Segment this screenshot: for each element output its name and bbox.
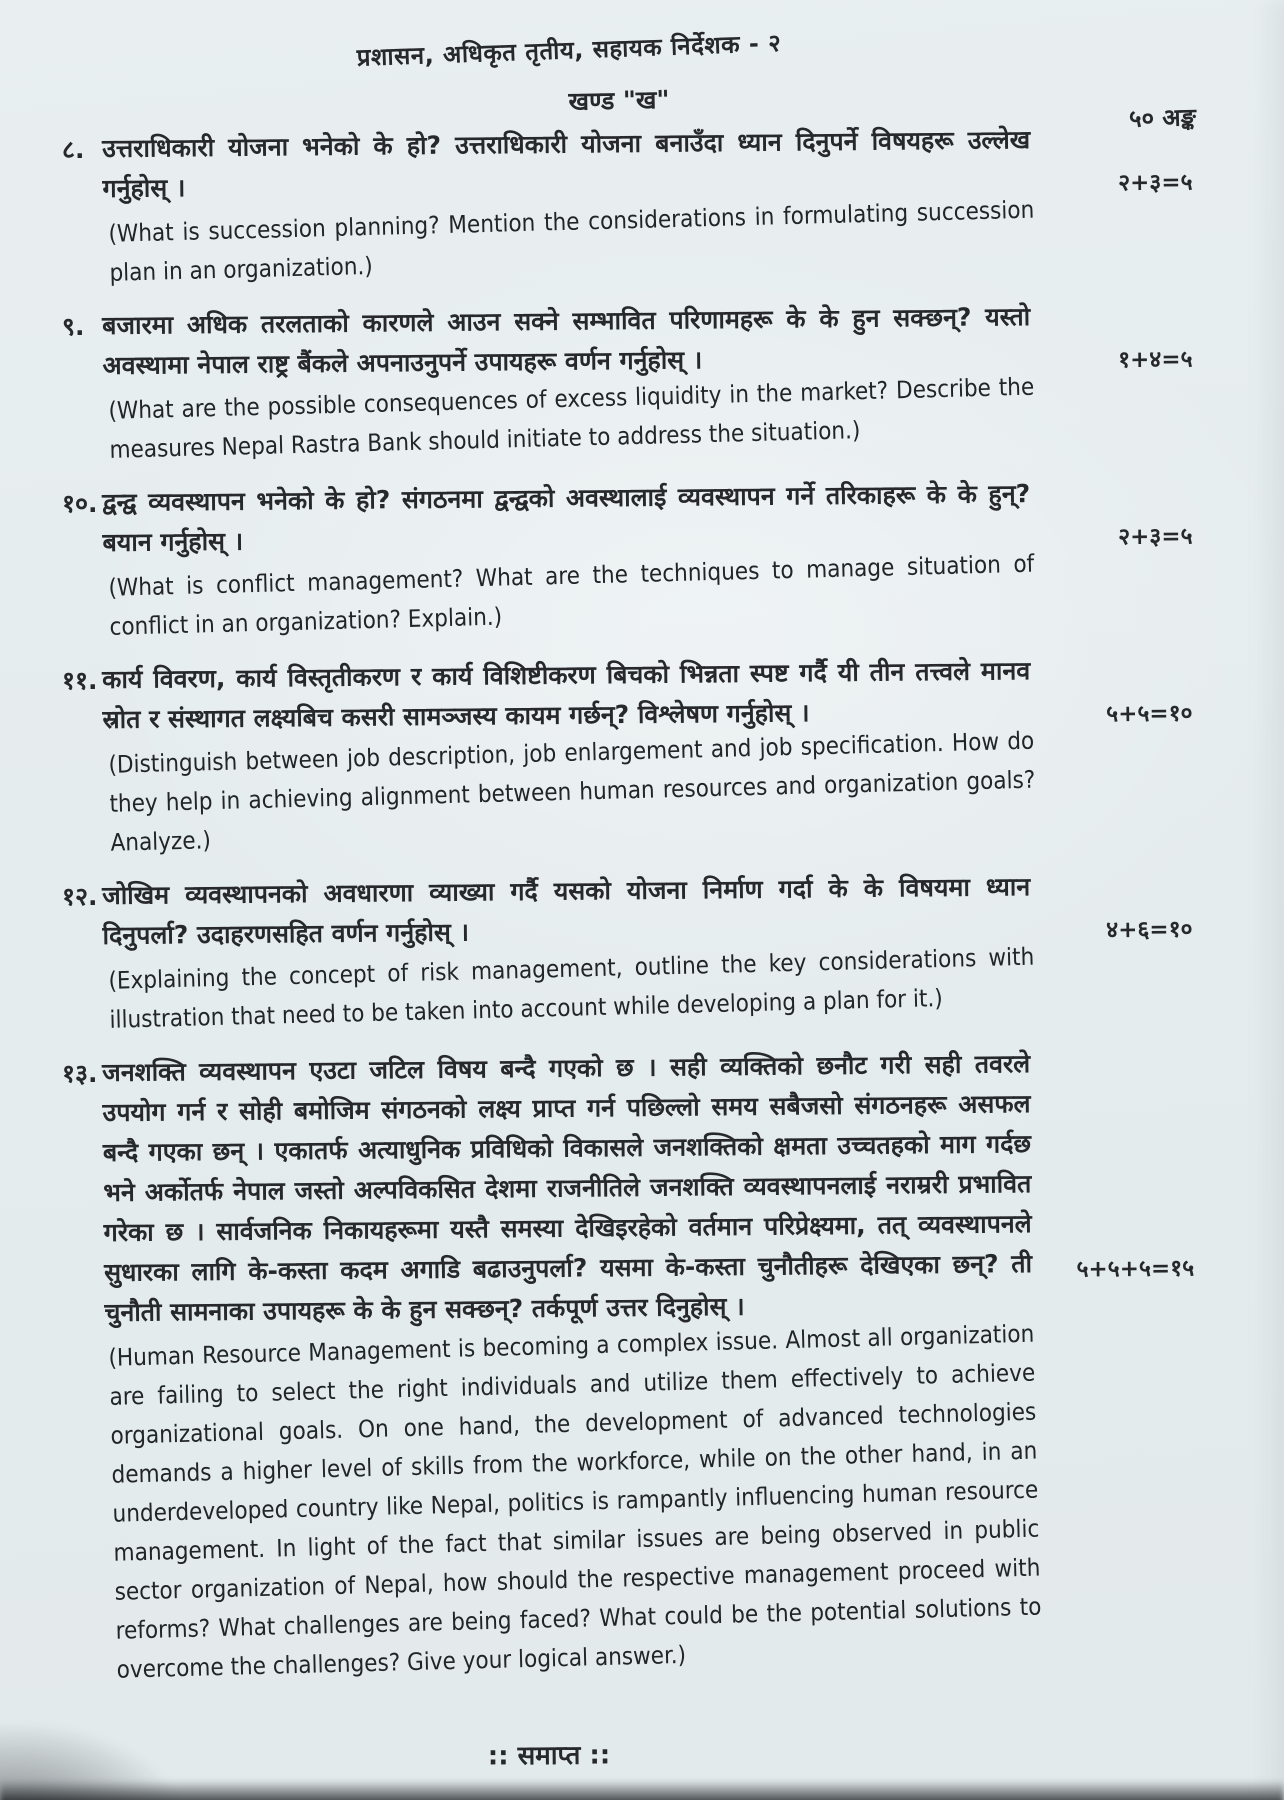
question-marks: ५+५+५=१५ xyxy=(1076,1255,1195,1283)
question-8 xyxy=(62,125,1193,293)
question-nepali-text: जोखिम व्यवस्थापनको अवधारणा व्याख्या गर्दै यसको योजना निर्माण गर्दा के के विषयमा ध्यान दिनुपर्ला? उदाहरणसहित वर्णन गर्नुहोस् । xyxy=(102,872,1031,950)
question-9 xyxy=(62,302,1193,470)
question-10 xyxy=(62,479,1193,647)
question-number: ९. xyxy=(62,312,85,341)
question-marks: ५+५=१० xyxy=(1106,700,1193,728)
question-marks: १+४=५ xyxy=(1118,346,1193,374)
question-marks: २+३=५ xyxy=(1118,169,1193,197)
photo-edge-bottom xyxy=(0,1780,1284,1800)
question-text-english: (Distinguish between job description, job enlargement and job specification. How do they help in achieving alignment between human resources and organization goals? Analyze.) xyxy=(108,726,1036,857)
question-nepali-text: जनशक्ति व्यवस्थापन एउटा जटिल विषय बन्दै गएको छ । सही व्यक्तिको छनौट गरी सही तवरले उपयोग गर्न र सोही बमोजिम संगठनको लक्ष्य प्राप्त गर्न पछिल्लो समय सबैजसो संगठनहरू असफल बन्दै गएका छन् । एकातर्फ अत्याधुनिक प्रविधिको विकासले जनशक्तिको क्षमता उच्चतहको माग गर्दछ भने अर्कोतर्फ नेपाल जस्तो अल्पविकसित देशमा राजनीतिले जनशक्ति व्यवस्थापनलाई नराम्ररी प्रभावित गरेका छ । सार्वजनिक निकायहरूमा यस्तै समस्या देखिइरहेको वर्तमान परिप्रेक्ष्यमा, तत् व्यवस्थापनले सुधारका लागि के-कस्ता कदम अगाडि बढाउनुपर्ला? यसमा के-कस्ता चुनौतीहरू देखिएका छन्? ती चुनौती सामनाका उपायहरू के के हुन सक्छन्? तर्कपूर्ण उत्तर दिनुहोस् । xyxy=(102,1049,1033,1327)
question-nepali-text: उत्तराधिकारी योजना भनेको के हो? उत्तराधिकारी योजना बनाउँदा ध्यान दिनुपर्ने विषयहरू उल्लेख गर्नुहोस् । xyxy=(102,125,1031,203)
total-marks: ५० अङ्क xyxy=(1128,103,1197,133)
question-text-english: (What are the possible consequences of excess liquidity in the market? Describe the measures Nepal Rastra Bank should initiate to address the situation.) xyxy=(108,372,1035,464)
question-text-english: (What is conflict management? What are the techniques to manage situation of conflict in an organization? Explain.) xyxy=(108,549,1035,641)
photo-shadow-right xyxy=(1254,0,1284,1800)
section-title: खण्ड "ख" xyxy=(568,84,670,117)
question-marks: २+३=५ xyxy=(1118,523,1193,551)
question-nepali-text: कार्य विवरण, कार्य विस्तृतीकरण र कार्य विशिष्टीकरण बिचको भिन्नता स्पष्ट गर्दै यी तीन तत्त्वले मानव स्रोत र संस्थागत लक्ष्यबिच कसरी सामञ्जस्य कायम गर्छन्? विश्लेषण गर्नुहोस् । xyxy=(102,656,1031,734)
question-text-english: (Human Resource Management is becoming a complex issue. Almost all organization are failing to select the right individuals and utilize them effectively to achieve organizational goals. On one hand, the development of advanced technologies demands a higher level of skills from the workforce, while on the other hand, in an underdeveloped country like Nepal, politics is rampantly influencing human resource management. In light of the fact that similar issues are being observed in public sector organization of Nepal, how should the respective management proceed with reforms? What challenges are being faced? What could be the potential solutions to overcome the challenges? Give your logical answer.) xyxy=(108,1319,1042,1684)
question-number: १२. xyxy=(62,882,98,911)
question-13 xyxy=(62,1049,1195,1690)
question-12 xyxy=(62,872,1193,1040)
question-11 xyxy=(62,656,1193,863)
question-number: ११. xyxy=(62,666,98,695)
question-marks: ४+६=१० xyxy=(1106,916,1193,944)
question-number: ८. xyxy=(62,135,85,164)
question-nepali-text: द्वन्द्व व्यवस्थापन भनेको के हो? संगठनमा द्वन्द्वको अवस्थालाई व्यवस्थापन गर्ने तरिकाहरू के के हुन्? बयान गर्नुहोस् । xyxy=(102,479,1031,557)
document-header: प्रशासन, अधिकृत तृतीय, सहायक निर्देशक - २ xyxy=(356,28,782,72)
question-nepali-text: बजारमा अधिक तरलताको कारणले आउन सक्ने सम्भावित परिणामहरू के के हुन सक्छन्? यस्तो अवस्थामा नेपाल राष्ट्र बैंकले अपनाउनुपर्ने उपायहरू वर्णन गर्नुहोस् । xyxy=(102,302,1031,380)
question-text-english: (Explaining the concept of risk management, outline the key considerations with illustration that need to be taken into account while developing a plan for it.) xyxy=(108,942,1035,1034)
question-number: १०. xyxy=(62,489,98,518)
question-text-nepali xyxy=(102,1044,1195,1333)
end-of-paper-text: :: समाप्त :: xyxy=(487,1740,611,1772)
question-text-english: (What is succession planning? Mention the considerations in formulating succession plan in an organization.) xyxy=(108,195,1035,287)
question-number: १३. xyxy=(62,1059,98,1088)
